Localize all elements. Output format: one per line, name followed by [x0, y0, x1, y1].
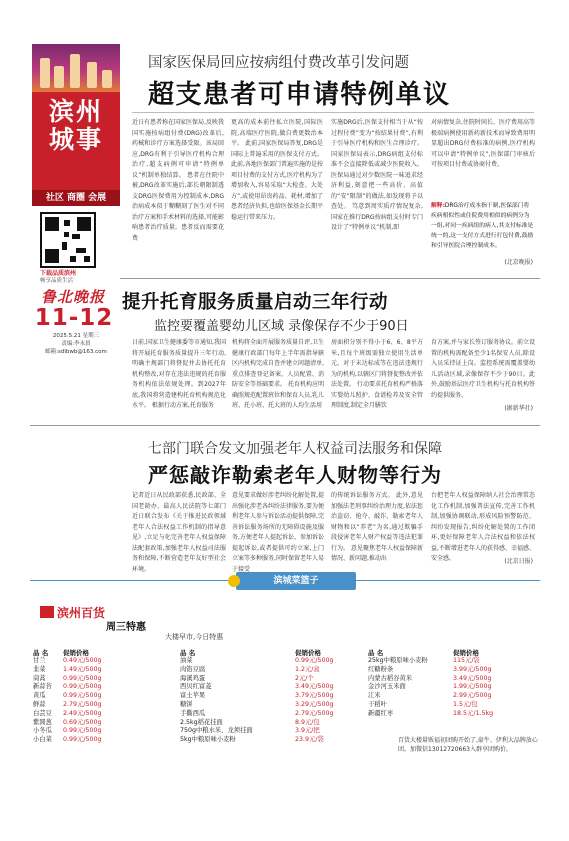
product-row	[180, 701, 350, 710]
product-name: 2.5kg稻花挂面	[180, 718, 223, 726]
article1-explainer	[431, 201, 535, 257]
ad-title: 周三特惠	[106, 622, 146, 633]
meta-editor: 责编:李永晨	[61, 341, 91, 347]
product-price: 1.2元/盒	[295, 665, 320, 673]
product-price: 18.5元/1.5kg	[453, 709, 494, 717]
store-logo-icon	[40, 606, 54, 618]
product-name: 糖饼	[180, 700, 193, 708]
product-row	[33, 701, 153, 710]
product-row	[368, 701, 543, 710]
product-name: 肉馅豆腐	[180, 665, 206, 673]
product-price: 3.99元/500g	[453, 665, 492, 673]
product-row	[33, 657, 153, 666]
product-price: 3.29元/500g	[295, 700, 334, 708]
product-name: 海溪鸡蛋	[180, 674, 206, 682]
product-row	[33, 666, 153, 675]
price-header: 促销价格	[295, 649, 321, 657]
product-name: 小冬瓜	[33, 727, 52, 735]
article1-col1: 近日有患者称在国家医保局,反映我国实施按病组付费(DRG)改革后,药械和诊疗方案选择受限。该局回应,DRG有利于引导医疗机构合理治疗,超支病例可申请“特例单议”机制单独结算。 患者在住院中被,DRG改革实施后,部长朝限制透支DRG医保费用为控制成本,DRG治病成本似于糊糊刻了医生对不同治疗方案和手术材料的选择,可能影响患者治疗质量。患者反而需要花费	[132, 119, 224, 242]
product-price: 3.49元/500g	[453, 674, 492, 682]
article1-col2: 更高的成本前往私立医院,国际医院,高端医疗医院,做自费更数治本平。 此前,国家医保局答复,DRG是国际上普遍采用的医保支付方式。 此前,各地医保部门普遍实施的是按项目付费的支付方式,医疗机构为了增加收入,容易采取“大检查、大处方”,或使用昂贵药品、耗材,增加了患者经济负担,也给医保基金长期平稳运行带来压力。	[231, 119, 323, 221]
qr-caption-line2: 畅享品质生活	[40, 278, 74, 284]
product-name: 红糖粉条	[368, 665, 394, 673]
divider	[120, 278, 540, 279]
product-price: 8.9元/包	[295, 718, 320, 726]
product-row	[33, 736, 153, 745]
product-name: 富士苹果	[180, 692, 206, 700]
article3-headline: 严惩敲诈勒索老年人财物等行为	[148, 463, 442, 487]
product-row	[368, 692, 543, 701]
page-date: 11-12	[34, 305, 114, 331]
article2-col2: 机构将全面开展服务质量自评,卫生健康行政部门每年上半年需指导辖区内机构完成自查并建立问题清单,重点排查登记备案、人员配置、消防安全等基础要求。 托育机构应明确照规范配置班位和保育人员,乳儿班、托小班、托大班的人均生活用	[232, 339, 324, 409]
store-name: 滨州百货	[57, 606, 106, 620]
article3-col2: 意见要求做好涉老纠纷化解处置,提出强化涉老各纠纷法律服务,要为便利老年人参与诉讼活动提供保障,完善诉讼服务场所的无障碍设施及服务,方便老年人提起诉讼、参加诉讼提起诉讼,或者提供可约立案,上门立案等多种服务,同时保留老年人易于接受	[232, 492, 324, 573]
product-row	[33, 692, 153, 701]
product-price: 0.49元/500g	[63, 657, 102, 664]
product-price: 0.99元/500g	[295, 657, 334, 664]
ad-banner: 滨城菜篮子	[236, 572, 356, 590]
article1-kicker: 国家医保局回应按病组付费改革引发问题	[148, 55, 409, 71]
product-price: 2.49元/500g	[63, 709, 102, 717]
issue-meta	[38, 332, 114, 356]
price-header: 促销价格	[453, 649, 479, 657]
paper-logo: 鲁北晚报	[40, 288, 105, 306]
divider	[30, 425, 540, 426]
explainer-text: DRG治疗成本指干制,医保部门将疾病相似性或住院费用相似的病例分为一组,对同一疾病组的病人,其支付标准是统一的,这一支付方式进行打包付费,鼓励和引导医院合理控制成本。	[431, 203, 534, 249]
price-column-1	[33, 648, 153, 745]
product-price: 2元/个	[295, 674, 314, 682]
product-row	[180, 683, 350, 692]
product-price: 3.79元/500g	[295, 692, 334, 700]
article3-kicker: 七部门联合发文加强老年人权益司法服务和保障	[148, 441, 442, 457]
product-row	[368, 683, 543, 692]
name-header: 品 名	[33, 649, 49, 657]
product-price: 3.49元/500g	[295, 683, 334, 691]
article1-source: (北京晚报)	[504, 259, 533, 266]
product-row	[33, 710, 153, 719]
product-name: 油菜	[180, 657, 193, 664]
section-tags: 社区 商圈 会展	[32, 190, 120, 206]
product-row	[180, 736, 350, 745]
product-price: 1.99元/500g	[453, 683, 492, 691]
product-price: 0.99元/500g	[63, 674, 102, 682]
product-row	[368, 710, 543, 719]
article2-source: (据新华社)	[504, 405, 533, 412]
article1-headline: 超支患者可申请特例单议	[148, 80, 451, 110]
article3-col1: 记者近日从民政部获悉,民政部、全国老龄办、最高人民法院等七部门近日联合发布《关于推进民政领域老年人合法权益工作机制的指导意见》,立足与化完善老年人权益保障法配套政策,加强老年人权益司法服务和保障,不断营造老年友好型社会环境。	[132, 492, 226, 573]
price-column-2	[180, 648, 350, 745]
article2-col4: 育方案,并与家长签订服务协议。前立设置的机构需配备至少1名保安人员,除设入员采持证上岗。监控系统需覆盖婴幼儿活动区域,录像保存不少于90日。此外,鼓励基层医疗卫生机构与托育机构签约提供服务。	[431, 339, 535, 399]
product-price: 23.9元/袋	[295, 736, 324, 744]
divider	[132, 112, 534, 113]
product-price: 1.5元/包	[453, 700, 478, 708]
meta-email: 邮箱:sdlbwb@163.com	[45, 349, 107, 355]
product-price: 2.79元/500g	[63, 700, 102, 708]
product-row	[180, 710, 350, 719]
article3-source: (北京日报)	[504, 558, 533, 565]
product-price: 3.9元/把	[295, 727, 320, 735]
product-name: 黄瓜	[33, 692, 46, 700]
section-title: 滨州 城事	[48, 97, 103, 154]
masthead-illustration	[32, 44, 120, 92]
article2-col3: 房面积分别不得小于6、6、8平方米,且每个班级需独立使用生活单元。对于未达标成等在违法违规行为的机构,以辖区门将督促整改并依法处置。 行动要求托育机构严格落实婴幼儿照护、食谱检养及安全管理制度,制定全月膳饮	[331, 339, 423, 409]
article3-col3: 的传统诉讼服务方式。 此外,意见加强法老刑事纠纷治理力度,依法惩治盗窃、抢夺、敲诈、勒索老年人财物和以“养老”为名,通过欺骗手段侵害老年人财产权益等违法犯罪行为。 意见聚焦老年人权益保障新情况、新问题,推动出	[331, 492, 423, 562]
product-name: 干稻叶	[368, 700, 387, 708]
product-price: 0.69元/500g	[63, 718, 102, 726]
product-price: 1.49元/500g	[63, 665, 102, 673]
qr-caption	[40, 270, 110, 285]
product-row	[368, 657, 543, 666]
product-name: 甘兰	[33, 657, 46, 664]
product-row	[368, 666, 543, 675]
name-header: 品 名	[368, 649, 384, 657]
name-header: 品 名	[180, 649, 196, 657]
product-name: 小白菜	[33, 736, 52, 744]
product-name: 西贝红富菱	[180, 683, 212, 691]
product-name: 韭菜	[33, 665, 46, 673]
product-name: 新蒜苔	[33, 683, 52, 691]
product-row	[180, 657, 350, 666]
product-row	[180, 666, 350, 675]
product-row	[180, 692, 350, 701]
product-price: 0.99元/500g	[63, 736, 102, 744]
product-name: 鲜蒜	[33, 700, 46, 708]
product-name: 金沙河玉米面	[368, 683, 406, 691]
qr-code-icon[interactable]	[40, 212, 96, 268]
product-price: 2.99元/500g	[453, 692, 492, 700]
product-row	[33, 727, 153, 736]
product-name: 紫圆葱	[33, 718, 52, 726]
product-price: 2.79元/500g	[295, 709, 334, 717]
product-price: 0.99元/500g	[63, 727, 102, 735]
product-price: 0.99元/500g	[63, 692, 102, 700]
product-name: 江米	[368, 692, 381, 700]
price-column-3	[368, 648, 543, 719]
product-name: 内蒙古稻谷黄米	[368, 674, 413, 682]
product-price: 0.99元/500g	[63, 683, 102, 691]
meta-date: 2025.5.21 星期三	[52, 333, 100, 339]
ad-subtitle: 大楼早市,今日特惠	[165, 633, 224, 641]
product-name: 新疆红枣	[368, 709, 394, 717]
explainer-label: 解释:	[431, 203, 445, 209]
product-name: 手撕西瓜	[180, 709, 206, 717]
product-name: 茼蒿	[33, 674, 46, 682]
qr-caption-line1: 下载品质滨州	[40, 270, 77, 277]
product-name: 25kg中粮原味小麦粉	[368, 657, 428, 664]
article3-col4: 台把老年人权益保障纳人社会治理常态化工作机制,加强普法宣传,完善工作机制,加强协调联动,形成风险预警防范、纠纷发现报告,纠纷化解处置的工作闭环,更好保障老年人合法权益和依法权益,不断增进老年人的获得感、幸福感、安全感。	[431, 492, 535, 562]
article1-col3: 实施DRG后,医保支付相当于从“按过程付费”变为“按结果付费”,有利于引导医疗机构和医生合理诊疗。 国家医保局表示,DRG病组支付标准不会直接降低或减少医院收入。医保局通过对少数医院一味追求经济利益,刻意把一些高价、高值的“安”限制”的做法,如发现将予以查处。 笃意到周实质疗情况复杂,国家在推行DRG按病组支付时专门设计了“特例单议”机制,即	[331, 119, 423, 231]
product-name: 5kg中粮原味小麦粉	[180, 736, 236, 744]
store-logo	[40, 604, 110, 624]
section-masthead	[32, 44, 120, 206]
article2-headline: 提升托育服务质量启动三年行动	[122, 292, 389, 313]
ad-notice: 百货大楼量贩福初团购开始了,豪牛、伊利大品牌放心团。加微信13012720663入群享团购价。	[398, 737, 538, 753]
product-row	[180, 727, 350, 736]
product-row	[33, 683, 153, 692]
article2-subhead: 监控要覆盖婴幼儿区域 录像保存不少于90日	[154, 319, 409, 334]
product-name: 750g中粮水米、龙须挂面	[180, 727, 253, 735]
product-name: 白芸豆	[33, 709, 52, 717]
article2-col1: 日前,国家卫生健康委等市通知,我国将开展托育服务质量提升三年行动,明确主规部门将督促并去协托托育机构整改,对存在违法违规的托育服务机构依法依规处理。到2027年底,我国将营造建构托育机构规范化水平。 根据行动方案,托育服务	[132, 339, 226, 409]
product-price: 115元/袋	[453, 657, 480, 664]
article1-col4: 对病情复杂,住院时间长、医疗费用高等极端病例使用新药新技术而导致费用明显超出DRG付费标准的病例,医疗机构可以申请“特例单议”,医保部门审核后可按项目付费或协商付费。	[431, 119, 535, 168]
price-header: 促销价格	[63, 649, 89, 657]
